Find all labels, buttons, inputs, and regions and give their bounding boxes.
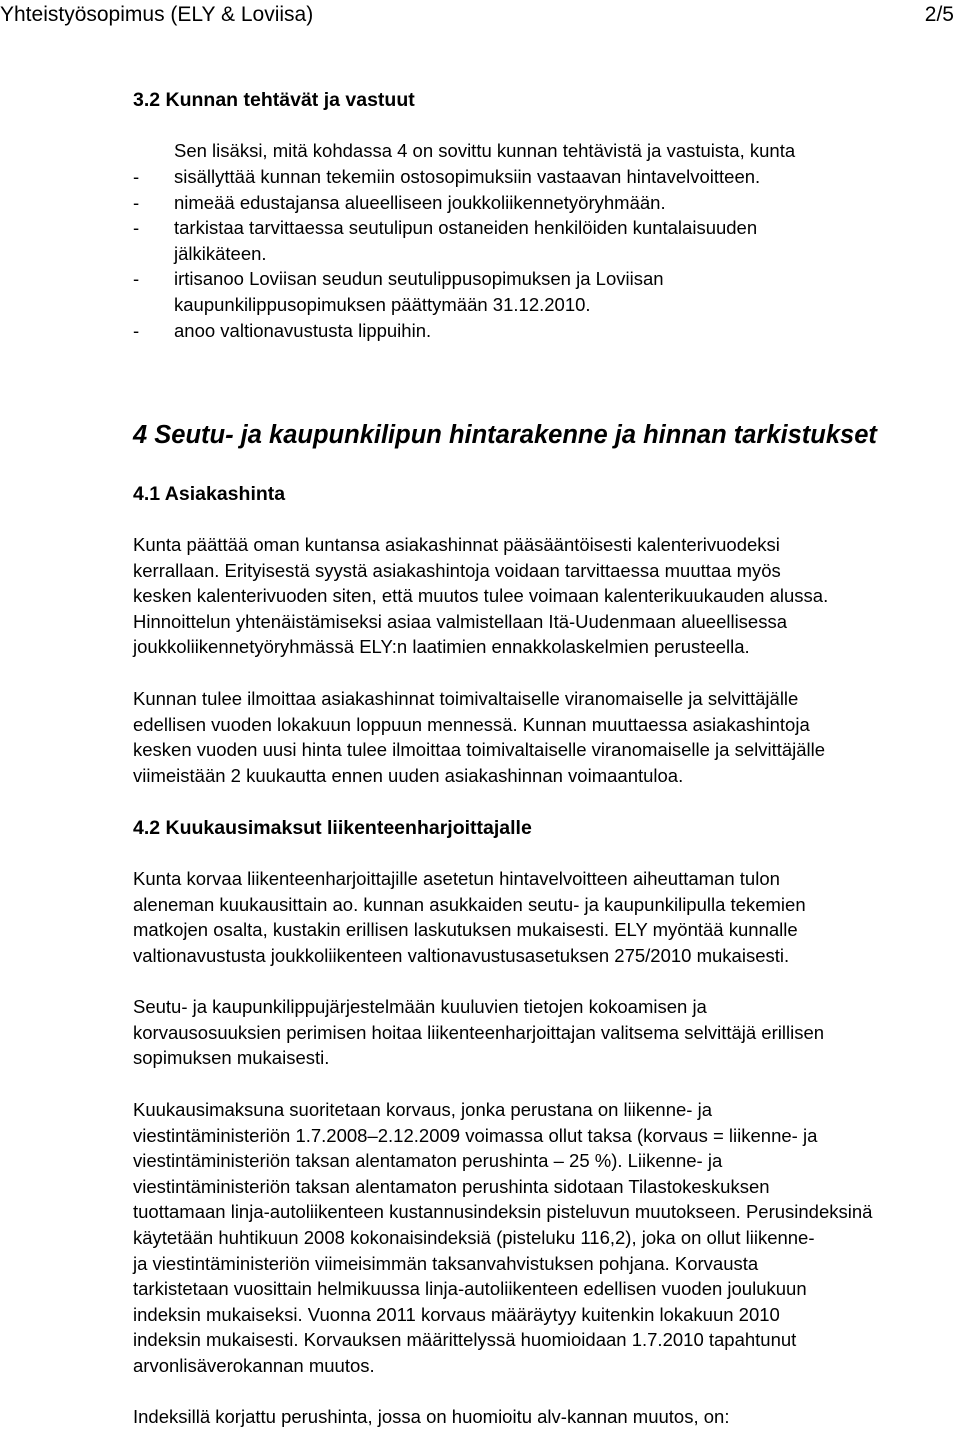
paragraph: [133, 686, 960, 788]
paragraph: [133, 866, 960, 968]
paragraph-line: joukkoliikennetyöryhmässä ELY:n laatimien ennakkolaskelmien perusteella.: [133, 636, 750, 658]
page-number: 2/5: [924, 3, 954, 26]
paragraph-line: indeksin mukaiseksi. Vuonna 2011 korvaus määräytyy kuitenkin lokakuun 2010: [133, 1303, 780, 1325]
paragraph-line: Kunta korvaa liikenteenharjoittajille asetetun hintavelvoitteen aiheuttaman tulon: [133, 868, 780, 889]
list-item-text: nimeää edustajansa alueelliseen joukkoliikennetyöryhmään.: [174, 191, 666, 213]
paragraph-line: viestintäministeriön taksan alentamaton perushinta – 25 %). Liikenne- ja: [133, 1150, 723, 1172]
list-item-text: irtisanoo Loviisan seudun seutulippusopimuksen ja Loviisan: [174, 268, 664, 290]
paragraph-line: matkojen osalta, kustakin erillisen laskutuksen mukaisesti. ELY myöntää kunnalle: [133, 919, 798, 941]
duties-list: [133, 164, 913, 343]
list-dash: -: [133, 319, 140, 341]
paragraph: [133, 1404, 960, 1430]
paragraph-line: viimeistään 2 kuukautta ennen uuden asiakashinnan voimaantuloa.: [133, 764, 684, 786]
paragraph-line: kesken kalenterivuoden siten, että muutos tulee voimaan kalenterikuukauden alussa.: [133, 585, 829, 607]
paragraph-line: indeksin mukaisesti. Korvauksen määrittelyssä huomioidaan 1.7.2010 tapahtunut: [133, 1329, 797, 1351]
paragraph-line: kesken vuoden uusi hinta tulee ilmoittaa toimivaltaiselle viranomaiselle ja selvittäjälle: [133, 739, 826, 761]
paragraph-line: kerrallaan. Erityisestä syystä asiakashintoja voidaan tarvittaessa muuttaa myös: [133, 559, 781, 581]
section-4-1-heading: 4.1 Asiakashinta: [133, 483, 286, 505]
list-item: [133, 190, 913, 216]
section-4-heading: 4 Seutu- ja kaupunkilipun hintarakenne ja hinnan tarkistukset: [133, 421, 877, 449]
section-3-2-heading: 3.2 Kunnan tehtävät ja vastuut: [133, 89, 415, 111]
list-item: [133, 215, 913, 266]
list-item: [133, 164, 913, 190]
paragraph: [133, 994, 960, 1071]
paragraph: [133, 1097, 960, 1379]
paragraph-line: käytetään huhtikuun 2008 kokonaisindeksiä (pisteluku 116,2), joka on ollut liikenne-: [133, 1226, 815, 1248]
list-dash: -: [133, 217, 140, 239]
paragraph-line: aleneman kuukausittain ao. kunnan asukkaiden seutu- ja kaupunkilipulla tekemien: [133, 893, 806, 915]
paragraph-line: edellisen vuoden lokakuun loppuun mennessä. Kunnan muuttaessa asiakashintoja: [133, 713, 810, 735]
list-dash: -: [133, 191, 140, 213]
paragraph: [133, 532, 960, 660]
document-title: Yhteistyösopimus (ELY & Loviisa): [0, 3, 314, 26]
section-3-2-lead: Sen lisäksi, mitä kohdassa 4 on sovittu kunnan tehtävistä ja vastuista, kunta: [174, 140, 796, 161]
paragraph-line: ja viestintäministeriön viimeisimmän taksanvahvistuksen pohjana. Korvausta: [133, 1252, 759, 1274]
paragraph-line: Kunta päättää oman kuntansa asiakashinnat pääsääntöisesti kalenterivuodeksi: [133, 534, 780, 555]
paragraph-line: Kunnan tulee ilmoittaa asiakashinnat toimivaltaiselle viranomaiselle ja selvittäjälle: [133, 688, 799, 709]
list-item-text: anoo valtionavustusta lippuihin.: [174, 319, 432, 341]
paragraph-line: korvausosuuksien perimisen hoitaa liikenteenharjoittajan valitsema selvittäjä erillisen: [133, 1021, 825, 1043]
paragraph-line: Indeksillä korjattu perushinta, jossa on huomioitu alv-kannan muutos, on:: [133, 1406, 730, 1427]
list-item: [133, 266, 913, 317]
list-dash: -: [133, 166, 140, 187]
list-item: [133, 318, 913, 344]
paragraph-line: viestintäministeriön 1.7.2008–2.12.2009 voimassa ollut taksa (korvaus = liikenne- ja: [133, 1124, 818, 1146]
paragraph-line: tarkistetaan vuosittain helmikuussa linja-autoliikenteen edellisen vuoden joulukuun: [133, 1278, 807, 1300]
paragraph-line: sopimuksen mukaisesti.: [133, 1047, 330, 1069]
section-4-2-heading: 4.2 Kuukausimaksut liikenteenharjoittajalle: [133, 817, 532, 839]
page-header: [0, 2, 960, 32]
paragraph-line: tuottamaan linja-autoliikenteen kustannusindeksin pisteluvun muutokseen. Perusindeksinä: [133, 1201, 873, 1223]
paragraph-line: Kuukausimaksuna suoritetaan korvaus, jonka perustana on liikenne- ja: [133, 1099, 712, 1120]
paragraph-line: viestintäministeriön taksan alentamaton perushinta sidotaan Tilastokeskuksen: [133, 1175, 770, 1197]
paragraph-line: Seutu- ja kaupunkilippujärjestelmään kuuluvien tietojen kokoamisen ja: [133, 996, 707, 1017]
list-item-text: tarkistaa tarvittaessa seutulipun ostaneiden henkilöiden kuntalaisuuden: [174, 217, 758, 239]
paragraph-line: valtionavustusta joukkoliikenteen valtionavustusasetuksen 275/2010 mukaisesti.: [133, 944, 790, 966]
paragraph-line: Hinnoittelun yhtenäistämiseksi asiaa valmistellaan Itä-Uudenmaan alueellisessa: [133, 610, 788, 632]
list-item-text: jälkikäteen.: [174, 242, 267, 264]
paragraph-line: arvonlisäverokannan muutos.: [133, 1354, 375, 1376]
list-item-text: sisällyttää kunnan tekemiin ostosopimuksiin vastaavan hintavelvoitteen.: [174, 166, 761, 187]
list-dash: -: [133, 268, 140, 290]
list-item-text: kaupunkilippusopimuksen päättymään 31.12.2010.: [174, 293, 591, 315]
